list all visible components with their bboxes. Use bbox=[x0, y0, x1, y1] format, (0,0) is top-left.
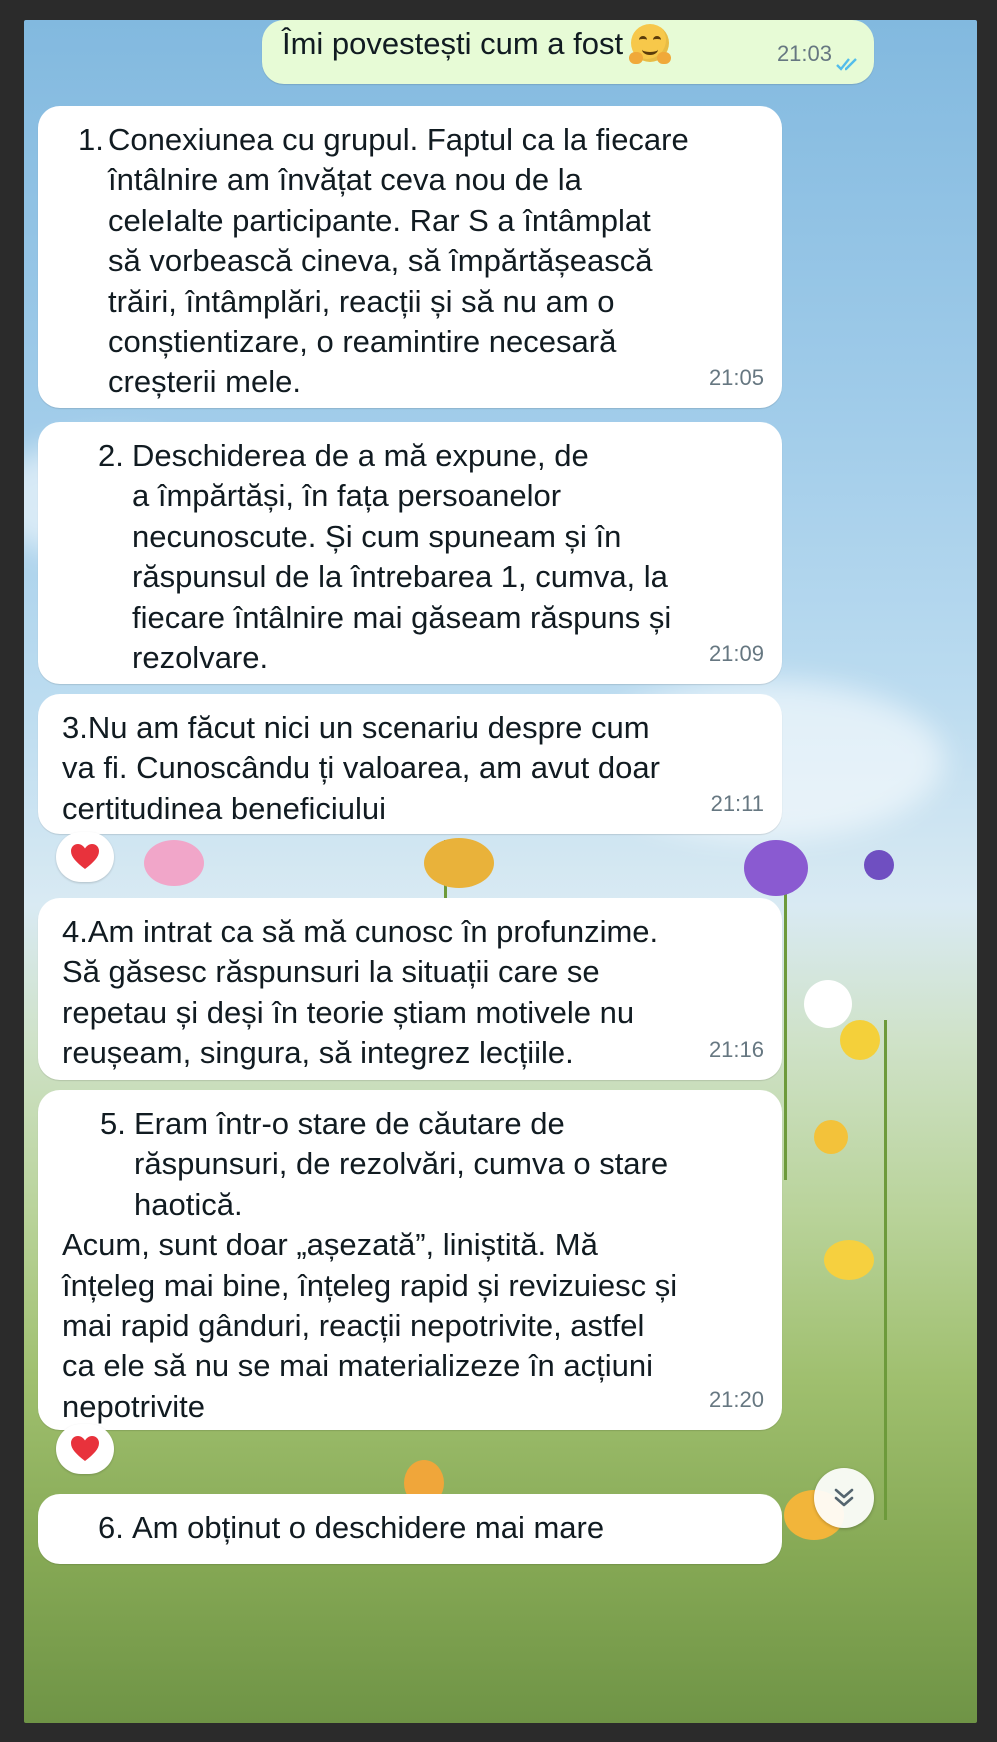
list-number: 5. bbox=[100, 1106, 126, 1141]
chevron-double-down-icon bbox=[831, 1485, 857, 1511]
message-text: Am obținut o deschidere mai mare bbox=[132, 1510, 605, 1545]
incoming-message[interactable] bbox=[38, 1090, 782, 1430]
chat-screen bbox=[24, 20, 977, 1723]
message-time: 21:09 bbox=[708, 640, 764, 666]
message-time: 21:05 bbox=[708, 364, 764, 390]
heart-icon bbox=[70, 843, 100, 871]
list-number: 1. bbox=[78, 122, 104, 157]
incoming-message[interactable] bbox=[38, 898, 782, 1080]
message-text: 4.Am intrat ca să mă cunosc în profunzime. Să găsesc răspunsuri la situații care se repetau și deși în teorie știam motivele nu reușeam, singura, să integrez lecțiile. bbox=[62, 914, 659, 1071]
list-number: 2. bbox=[98, 438, 124, 473]
incoming-message[interactable] bbox=[38, 694, 782, 834]
background-flower bbox=[144, 840, 204, 886]
background-flower bbox=[814, 1120, 848, 1154]
message-time: 21:03 bbox=[776, 40, 832, 66]
message-text: Îmi povestești cum a fost bbox=[282, 26, 624, 61]
double-check-icon bbox=[836, 56, 862, 72]
message-reaction[interactable] bbox=[56, 832, 114, 882]
message-reaction[interactable] bbox=[56, 1424, 114, 1474]
incoming-message[interactable] bbox=[38, 106, 782, 408]
background-stem bbox=[784, 880, 787, 1180]
message-time: 21:20 bbox=[708, 1386, 764, 1412]
background-flower bbox=[864, 850, 894, 880]
message-text: Deschiderea de a mă expune, de a împărtăși, în fața persoanelor necunoscute. Și cum spuneam și în răspunsul de la întrebarea 1, cumva, la fiecare întâlnire mai găseam răspuns și rezolvare. bbox=[132, 438, 672, 676]
incoming-message[interactable] bbox=[38, 422, 782, 684]
background-flower bbox=[804, 980, 852, 1028]
background-flower bbox=[424, 838, 494, 888]
hugging-face-icon bbox=[631, 24, 669, 62]
message-time: 21:11 bbox=[710, 790, 764, 816]
message-list-text: Eram într-o stare de căutare de răspunsuri, de rezolvări, cumva o stare haotică. bbox=[134, 1106, 669, 1222]
background-stem bbox=[884, 1020, 887, 1520]
message-text: Acum, sunt doar „așezată”, liniștită. Mă înțeleg mai bine, înțeleg rapid și revizuiesc și mai rapid gânduri, reacții nepotrivite, astfel ca ele să nu se mai materializeze în acțiuni nepotrivite bbox=[62, 1227, 678, 1424]
message-text: 3.Nu am făcut nici un scenariu despre cum va fi. Cunoscându ți valoarea, am avut doar certitudinea beneficiului bbox=[62, 710, 660, 826]
background-flower bbox=[824, 1240, 874, 1280]
message-time: 21:16 bbox=[708, 1036, 764, 1062]
background-flower bbox=[744, 840, 808, 896]
scroll-to-bottom-button[interactable] bbox=[814, 1468, 874, 1528]
heart-icon bbox=[70, 1435, 100, 1463]
list-number: 6. bbox=[98, 1510, 124, 1545]
background-flower bbox=[840, 1020, 880, 1060]
message-text: Conexiunea cu grupul. Faptul ca la fiecare întâlnire am învățat ceva nou de la celeIalte participante. Rar S a întâmplat să vorbească cineva, să împărtășească trăiri, întâmplări, reacții și să nu am o conștientizare, o reamintire necesară creșterii mele. bbox=[108, 122, 689, 400]
incoming-message[interactable] bbox=[38, 1494, 782, 1564]
outgoing-message[interactable] bbox=[262, 20, 874, 84]
